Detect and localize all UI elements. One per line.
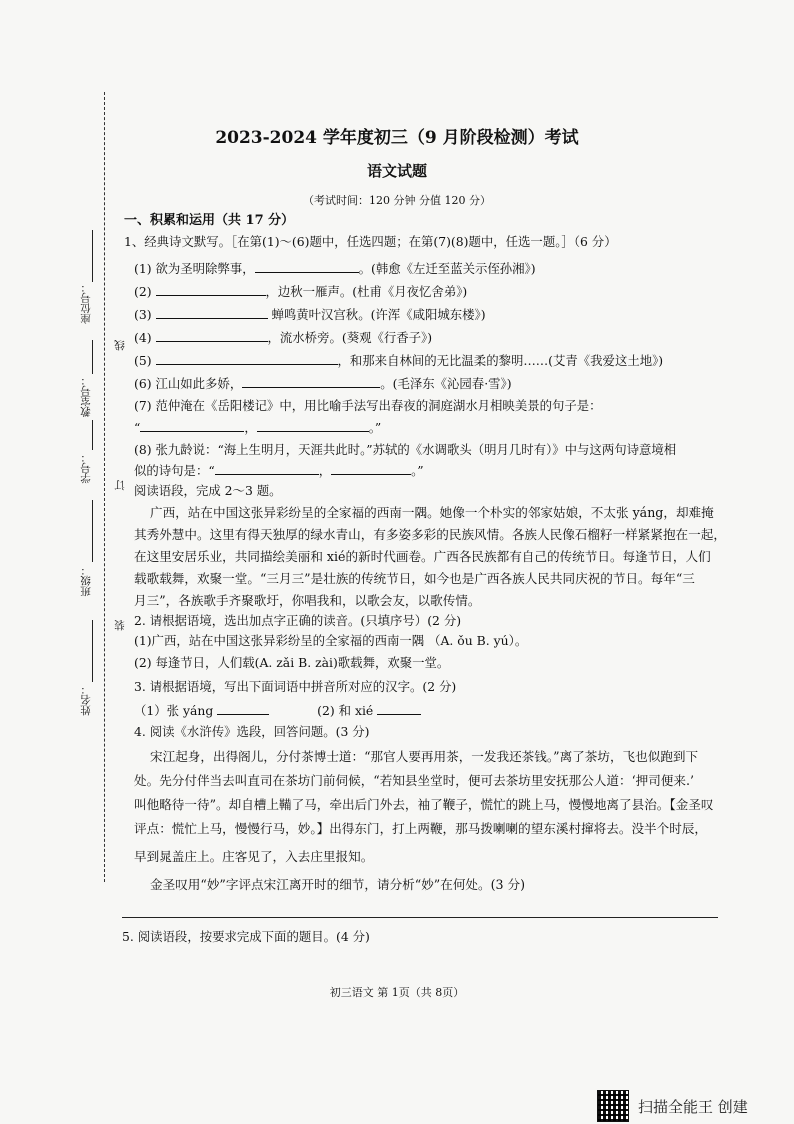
xian-mark: 线 xyxy=(114,340,126,351)
divider xyxy=(122,917,718,918)
question-2-part-2: (2) 每逢节日，人们载(A. zǎi B. zài)歌载舞，欢聚一堂。 xyxy=(134,655,450,670)
recite-item-1: (1) 欲为圣明除弊事， 。(韩愈《左迁至蓝关示侄孙湘》) xyxy=(134,261,536,276)
room-label: 教室号： xyxy=(80,375,92,417)
recite-item-6: (6) 江山如此多娇， 。(毛泽东《沁园春·雪》) xyxy=(134,376,512,391)
student-id-label: 学号： xyxy=(80,452,92,484)
student-id-blank xyxy=(92,420,93,450)
question-3: 3. 请根据语境，写出下面词语中拼音所对应的汉字。(2 分) xyxy=(134,679,457,694)
class-label: 班级： xyxy=(80,565,92,597)
question-2-part-1: (1)广西，站在中国这张异彩纷呈的全家福的西南一隅 （A. ǒu B. yú）。 xyxy=(134,633,528,648)
ding-mark: 订 xyxy=(114,480,126,491)
qr-code-icon xyxy=(597,1090,629,1122)
story-line: 叫他略待一待”。却自槽上鞴了马，牵出后门外去，袖了鞭子，慌忙的跳上马，慢慢地离了县治。【金圣叹 xyxy=(134,797,714,812)
story-line: 评点：慌忙上马，慢慢行马，妙。】出得东门，打上两鞭，那马拨喇喇的望东溪村撺将去。没半个时辰， xyxy=(134,821,708,836)
room-blank xyxy=(92,340,93,374)
name-label: 姓名： xyxy=(80,684,92,716)
passage-line: 在这里安居乐业，共同描绘美丽和 xié的新时代画卷。广西各民族都有自己的传统节日。每逢节日，人们 xyxy=(134,549,711,564)
exam-subtitle: 语文试题 xyxy=(366,162,427,180)
section-heading: 一、积累和运用（共 17 分） xyxy=(124,213,295,228)
passage-line: 月三”，各族歌手齐聚歌圩，你唱我和，以歌会友，以歌传情。 xyxy=(134,593,481,608)
recite-item-2: (2) ，边秋一雁声。(杜甫《月夜忆舍弟》) xyxy=(134,284,468,299)
story-line: 早到晁盖庄上。庄客见了，入去庄里报知。 xyxy=(134,849,374,864)
question-5: 5. 阅读语段，按要求完成下面的题目。(4 分) xyxy=(122,929,370,944)
seat-blank xyxy=(92,230,93,282)
passage-line: 其秀外慧中。这里有得天独厚的绿水青山，有多姿多彩的民族风情。各族人民像石榴籽一样紧紧抱在一起， xyxy=(134,527,726,542)
question-3-parts: （1）张 yáng (2) 和 xié xyxy=(134,702,421,719)
exam-meta: （考试时间：120 分钟 分值 120 分） xyxy=(303,194,491,207)
story-line: 宋江起身，出得阁儿，分付茶博士道：“那官人要再用茶，一发我还茶钱。”离了茶坊，飞也似跑到下 xyxy=(150,749,699,764)
passage-line: 载歌载舞，欢聚一堂。“三月三”是壮族的传统节日，如今也是广西各族人民共同庆祝的节日。每年“三 xyxy=(134,571,695,586)
binding-dashed-line xyxy=(104,92,105,882)
zhuang-mark: 装 xyxy=(114,620,126,631)
name-blank xyxy=(92,620,93,682)
question-4-ask: 金圣叹用“妙”字评点宋江离开时的细节，请分析“妙”在何处。(3 分) xyxy=(150,877,526,892)
question-8: (8) 张九龄说：“海上生明月，天涯共此时。”苏轼的《水调歌头（明月几时有）》中与这两句诗意境相 xyxy=(134,442,677,457)
recite-item-4: (4) ，流水桥旁。(葵观《行香子》) xyxy=(134,330,433,345)
recite-item-5: (5) ，和那来自林间的无比温柔的黎明……(艾青《我爱这土地》) xyxy=(134,353,664,368)
passage-line: 广西，站在中国这张异彩纷呈的全家福的西南一隅。她像一个朴实的邻家姑娘，不太张 yáng，却难掩 xyxy=(150,505,714,520)
question-8-answer: 似的诗句是：“ ， 。” xyxy=(134,463,424,478)
exam-title: 2023-2024 学年度初三（9 月阶段检测）考试 xyxy=(215,128,579,148)
question-2: 2. 请根据语境，选出加点字正确的读音。(只填序号）(2 分) xyxy=(134,613,462,628)
page-footer: 初三语文 第 1页（共 8页） xyxy=(329,986,465,999)
scanner-watermark: 扫描全能王 创建 xyxy=(638,1098,748,1116)
recite-item-3: (3) 蝉鸣黄叶汉宫秋。(许浑《咸阳城东楼》) xyxy=(134,307,486,322)
class-blank xyxy=(92,500,93,562)
question-7: (7) 范仲淹在《岳阳楼记》中，用比喻手法写出春夜的洞庭湖水月相映美景的句子是： xyxy=(134,398,602,413)
question-1: 1、经典诗文默写。［在第(1)～(6)题中，任选四题；在第(7)(8)题中，任选一题。］（6 分） xyxy=(124,234,617,249)
question-4: 4. 阅读《水浒传》选段，回答问题。(3 分) xyxy=(134,724,370,739)
reading-intro: 阅读语段，完成 2～3 题。 xyxy=(134,483,282,498)
seat-label: 座位号： xyxy=(80,282,92,324)
question-7-answer: “ ， 。” xyxy=(134,420,382,435)
story-line: 处。先分付伴当去叫直司在茶坊门前伺候，“若知县坐堂时，便可去茶坊里安抚那公人道：‘押司便来.’ xyxy=(134,773,694,788)
